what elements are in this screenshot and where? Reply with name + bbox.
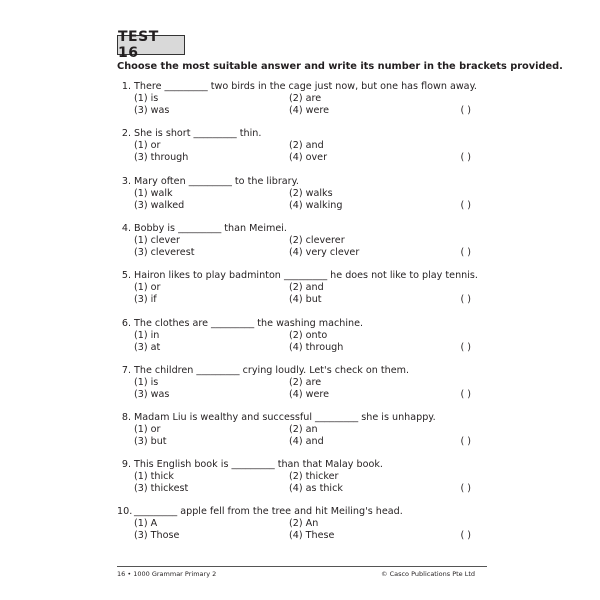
instructions: Choose the most suitable answer and write its number in the brackets provided. bbox=[117, 61, 563, 72]
question-8 bbox=[117, 412, 487, 448]
option-4: (4) over bbox=[289, 152, 328, 163]
option-1: (1) or bbox=[134, 140, 161, 151]
option-2: (2) are bbox=[289, 377, 322, 388]
option-1: (1) clever bbox=[134, 235, 181, 246]
answer-bracket[interactable]: ( ) bbox=[460, 200, 471, 211]
question-number: 2. bbox=[121, 128, 131, 139]
question-number: 7. bbox=[121, 365, 131, 376]
answer-bracket[interactable]: ( ) bbox=[460, 105, 471, 116]
option-4: (4) very clever bbox=[289, 247, 360, 258]
option-2: (2) walks bbox=[289, 188, 333, 199]
question-stem: Hairon likes to play badminton _________ he does not like to play tennis. bbox=[134, 270, 478, 281]
option-3: (3) cleverest bbox=[134, 247, 195, 258]
question-stem: Mary often _________ to the library. bbox=[134, 176, 299, 187]
option-3: (3) if bbox=[134, 294, 157, 305]
option-3: (3) through bbox=[134, 152, 189, 163]
question-9 bbox=[117, 459, 487, 495]
question-number: 6. bbox=[121, 318, 131, 329]
option-4: (4) were bbox=[289, 389, 330, 400]
question-stem: Bobby is _________ than Meimei. bbox=[134, 223, 287, 234]
answer-bracket[interactable]: ( ) bbox=[460, 436, 471, 447]
answer-bracket[interactable]: ( ) bbox=[460, 389, 471, 400]
option-1: (1) in bbox=[134, 330, 160, 341]
question-number: 10. bbox=[117, 506, 133, 517]
option-3: (3) at bbox=[134, 342, 161, 353]
question-number: 1. bbox=[121, 81, 131, 92]
option-2: (2) are bbox=[289, 93, 322, 104]
answer-bracket[interactable]: ( ) bbox=[460, 483, 471, 494]
question-number: 8. bbox=[121, 412, 131, 423]
question-7 bbox=[117, 365, 487, 401]
option-4: (4) These bbox=[289, 530, 335, 541]
option-2: (2) cleverer bbox=[289, 235, 345, 246]
question-number: 9. bbox=[121, 459, 131, 470]
option-2: (2) and bbox=[289, 140, 324, 151]
option-1: (1) or bbox=[134, 282, 161, 293]
question-5 bbox=[117, 270, 487, 306]
option-2: (2) An bbox=[289, 518, 319, 529]
option-2: (2) thicker bbox=[289, 471, 339, 482]
question-2 bbox=[117, 128, 487, 164]
option-4: (4) were bbox=[289, 105, 330, 116]
question-1 bbox=[117, 81, 487, 117]
option-1: (1) or bbox=[134, 424, 161, 435]
option-2: (2) an bbox=[289, 424, 318, 435]
option-4: (4) walking bbox=[289, 200, 343, 211]
option-3: (3) was bbox=[134, 105, 170, 116]
option-4: (4) through bbox=[289, 342, 344, 353]
option-3: (3) was bbox=[134, 389, 170, 400]
question-4 bbox=[117, 223, 487, 259]
answer-bracket[interactable]: ( ) bbox=[460, 152, 471, 163]
test-title-box bbox=[117, 29, 185, 61]
footer-page-info: 16 • 1000 Grammar Primary 2 bbox=[117, 570, 217, 578]
question-stem: There _________ two birds in the cage just now, but one has flown away. bbox=[134, 81, 477, 92]
question-number: 3. bbox=[121, 176, 131, 187]
option-4: (4) as thick bbox=[289, 483, 343, 494]
option-1: (1) thick bbox=[134, 471, 174, 482]
question-3 bbox=[117, 176, 487, 212]
question-number: 5. bbox=[121, 270, 131, 281]
option-4: (4) but bbox=[289, 294, 322, 305]
answer-bracket[interactable]: ( ) bbox=[460, 342, 471, 353]
answer-bracket[interactable]: ( ) bbox=[460, 530, 471, 541]
option-3: (3) thickest bbox=[134, 483, 189, 494]
option-4: (4) and bbox=[289, 436, 324, 447]
answer-bracket[interactable]: ( ) bbox=[460, 294, 471, 305]
test-title: TEST 16 bbox=[118, 29, 159, 61]
footer-divider bbox=[117, 566, 487, 567]
option-1: (1) is bbox=[134, 93, 159, 104]
footer-copyright: © Casco Publications Pte Ltd bbox=[381, 570, 476, 578]
question-stem: This English book is _________ than that Malay book. bbox=[134, 459, 383, 470]
question-stem: The children _________ crying loudly. Let's check on them. bbox=[134, 365, 410, 376]
question-stem: _________ apple fell from the tree and hit Meiling's head. bbox=[134, 506, 403, 517]
question-6 bbox=[117, 318, 487, 354]
question-stem: She is short _________ thin. bbox=[134, 128, 262, 139]
option-1: (1) is bbox=[134, 377, 159, 388]
question-number: 4. bbox=[121, 223, 131, 234]
question-stem: Madam Liu is wealthy and successful _________ she is unhappy. bbox=[134, 412, 436, 423]
option-3: (3) walked bbox=[134, 200, 185, 211]
answer-bracket[interactable]: ( ) bbox=[460, 247, 471, 258]
question-stem: The clothes are _________ the washing machine. bbox=[134, 318, 364, 329]
question-10 bbox=[117, 506, 487, 542]
option-2: (2) and bbox=[289, 282, 324, 293]
option-3: (3) but bbox=[134, 436, 167, 447]
option-1: (1) A bbox=[134, 518, 158, 529]
option-1: (1) walk bbox=[134, 188, 173, 199]
option-3: (3) Those bbox=[134, 530, 180, 541]
option-2: (2) onto bbox=[289, 330, 328, 341]
